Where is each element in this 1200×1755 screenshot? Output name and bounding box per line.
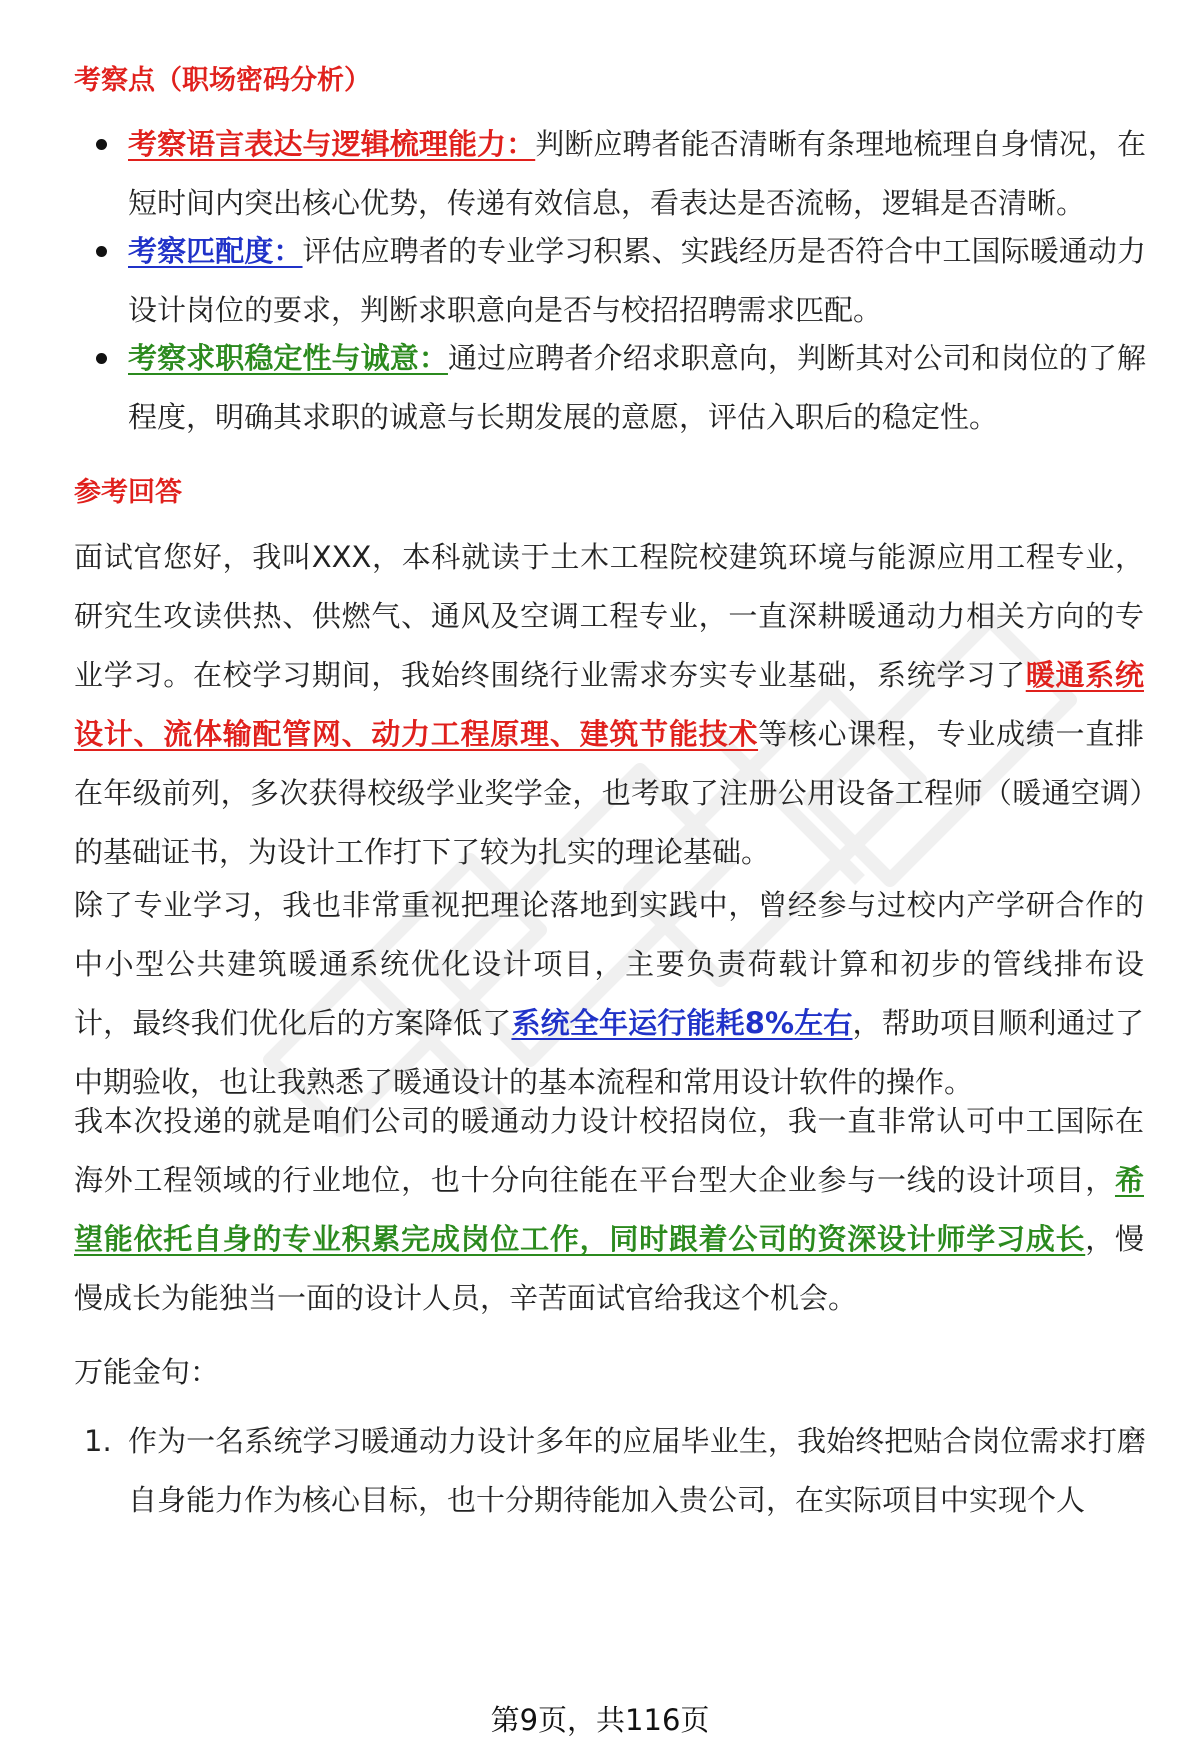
bullet-dot-icon [96, 246, 107, 257]
bullet-item [96, 115, 1146, 233]
page-number-footer: 第9页，共116页 [490, 1703, 710, 1737]
list-number: 1. [84, 1424, 112, 1458]
bullet-item [96, 222, 1146, 340]
bullet-text [128, 222, 1146, 340]
section-title-assessment: 考察点（职场密码分析） [74, 65, 371, 96]
paragraph-text: 等核心课程，专业成绩一直排在年级前列，多次获得校级学业奖学金，也考取了注册公用设备工程师（暖通空调）的基础证书，为设计工作打下了较为扎实的理论基础。 [74, 717, 1144, 869]
bullet-label: 考察语言表达与逻辑梳理能力： [128, 127, 536, 161]
bullet-text [128, 115, 1146, 233]
paragraph-text: ，帮助项目顺利通过了中期验收，也让我熟悉了暖通设计的基本流程和常用设计软件的操作。 [74, 1006, 1144, 1099]
paragraph-text: 面试官您好，我叫XXX，本科就读于土木工程院校建筑环境与能源应用工程专业，研究生攻读供热、供燃气、通风及空调工程专业，一直深耕暖通动力相关方向的专业学习。在校学习期间，我始终围绕行业需求夯实专业基础，系统学习了 [74, 540, 1144, 692]
paragraph-text: 我本次投递的就是咱们公司的暖通动力设计校招岗位，我一直非常认可中工国际在海外工程领域的行业地位，也十分向往能在平台型大企业参与一线的设计项目， [74, 1104, 1144, 1197]
section-title-reference-answer: 参考回答 [74, 477, 182, 508]
bullet-description: 评估应聘者的专业学习积累、实践经历是否符合中工国际暖通动力设计岗位的要求，判断求职意向是否与校招招聘需求匹配。 [128, 234, 1146, 327]
highlight-career-goal: 希望能依托自身的专业积累完成岗位工作，同时跟着公司的资深设计师学习成长 [74, 1163, 1144, 1256]
answer-paragraph-2 [74, 876, 1144, 1112]
bullet-description: 判断应聘者能否清晰有条理地梳理自身情况，在短时间内突出核心优势，传递有效信息，看表达是否流畅，逻辑是否清晰。 [128, 127, 1146, 220]
bullet-label: 考察匹配度： [128, 234, 303, 268]
bullet-item [96, 329, 1146, 447]
highlight-courses: 暖通系统设计、流体输配管网、动力工程原理、建筑节能技术 [74, 658, 1144, 751]
bullet-description: 通过应聘者介绍求职意向，判断其对公司和岗位的了解程度，明确其求职的诚意与长期发展的意愿，评估入职后的稳定性。 [128, 341, 1146, 434]
paragraph-text: 除了专业学习，我也非常重视把理论落地到实践中，曾经参与过校内产学研合作的中小型公共建筑暖通系统优化设计项目，主要负责荷载计算和初步的管线排布设计，最终我们优化后的方案降低了 [74, 888, 1144, 1040]
bullet-dot-icon [96, 353, 107, 364]
paragraph-text: ，慢慢成长为能独当一面的设计人员，辛苦面试官给我这个机会。 [74, 1222, 1144, 1315]
bullet-dot-icon [96, 139, 107, 150]
highlight-energy-saving: 系统全年运行能耗8%左右 [511, 1006, 853, 1040]
numbered-item [84, 1412, 1146, 1530]
answer-paragraph-1 [74, 528, 1144, 882]
bullet-label: 考察求职稳定性与诚意： [128, 341, 448, 375]
section-title-golden-sentences: 万能金句： [74, 1355, 220, 1389]
numbered-item-text: 作为一名系统学习暖通动力设计多年的应届毕业生，我始终把贴合岗位需求打磨自身能力作为核心目标，也十分期待能加入贵公司，在实际项目中实现个人 [128, 1424, 1146, 1517]
bullet-text [128, 329, 1146, 447]
answer-paragraph-3 [74, 1092, 1144, 1328]
